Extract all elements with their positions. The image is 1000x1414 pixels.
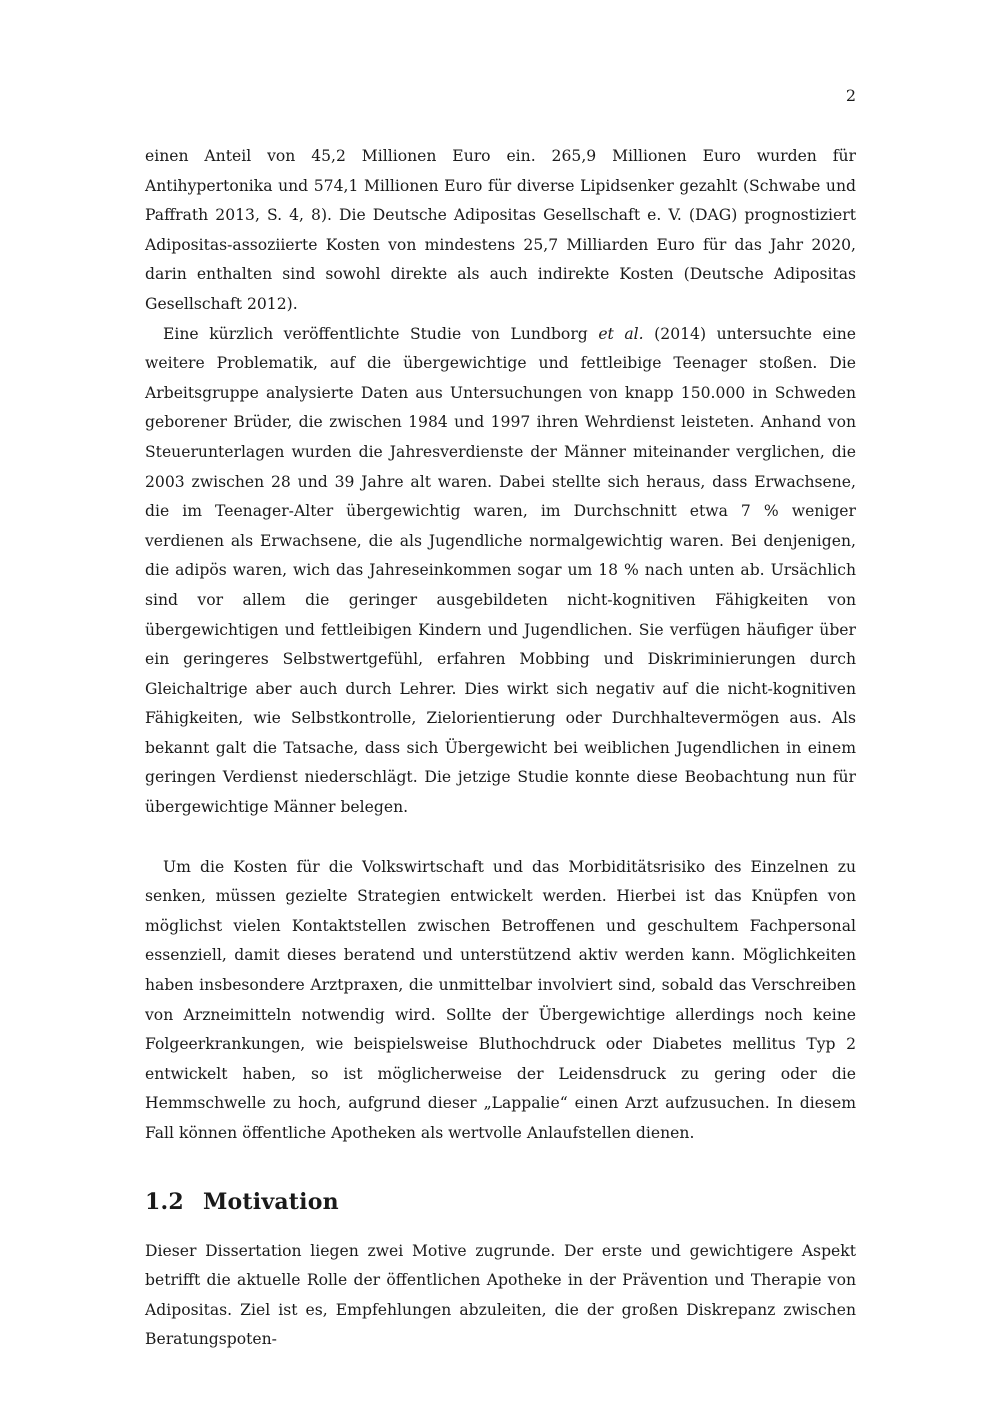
document-body — [145, 142, 856, 1355]
paragraph-costs: einen Anteil von 45,2 Millionen Euro ein. 265,9 Millionen Euro wurden für Antihypertonika und 574,1 Millionen Euro für diverse Lipidsenker gezahlt (Schwabe und Paffrath 2013, S. 4, 8). Die Deutsche Adipositas Gesellschaft e. V. (DAG) prognostiziert Adipositas-assoziierte Kosten von mindestens 25,7 Milliarden Euro für das Jahr 2020, darin enthalten sind sowohl direkte als auch indirekte Kosten (Deutsche Adipositas Gesellschaft 2012). — [145, 147, 856, 313]
paragraph-lundborg-study — [145, 320, 856, 823]
paragraph-motivation: Dieser Dissertation liegen zwei Motive zugrunde. Der erste und gewichtigere Aspekt betrifft die aktuelle Rolle der öffentlichen Apotheke in der Prävention und Therapie von Adipositas. Ziel ist es, Empfehlungen abzuleiten, die der großen Diskrepanz zwischen Beratungspoten- — [145, 1241, 856, 1349]
paragraph-lundborg-text-rest: (2014) untersuchte eine weitere Problematik, auf die übergewichtige und fettleibige Teenager stoßen. Die Arbeitsgruppe analysierte Daten aus Untersuchungen von knapp 150.000 in Schweden geborener Brüder, die zwischen 1984 und 1997 ihren Wehrdienst leisteten. Anhand von Steuerunterlagen wurden die Jahresverdienste der Männer miteinander verglichen, die 2003 zwischen 28 und 39 Jahre alt waren. Dabei stellte sich heraus, dass Erwachsene, die im Teenager-Alter übergewichtig waren, im Durchschnitt etwa 7 % weniger verdienen als Erwachsene, die als Jugendliche normalgewichtig waren. Bei denjenigen, die adipös waren, wich das Jahreseinkommen sogar um 18 % nach unten ab. Ursächlich sind vor allem die geringer ausgebildeten nicht-kognitiven Fähigkeiten von übergewichtigen und fettleibigen Kindern und Jugendlichen. Sie verfügen häufiger über ein geringeres Selbstwertgefühl, erfahren Mobbing und Diskriminierungen durch Gleichaltrige aber auch durch Lehrer. Dies wirkt sich negativ auf die nicht-kognitiven Fähigkeiten, wie Selbstkontrolle, Zielorientierung oder Durchhaltevermögen aus. Als bekannt galt die Tatsache, dass sich Übergewicht bei weiblichen Jugendlichen in einem geringen Verdienst niederschlägt. Die jetzige Studie konnte diese Beobachtung nun für übergewichtige Männer belegen. — [145, 324, 856, 817]
section-number: 1.2 — [145, 1188, 184, 1215]
paragraph-lundborg-text-start: Eine kürzlich veröffentlichte Studie von Lundborg — [163, 324, 599, 343]
et-al-italic: et al. — [598, 324, 644, 343]
page-number: 2 — [845, 86, 856, 105]
paragraph-strategies: Um die Kosten für die Volkswirtschaft und das Morbiditätsrisiko des Einzelnen zu senken, müssen gezielte Strategien entwickelt werden. Hierbei ist das Knüpfen von möglichst vielen Kontaktstellen zwischen Betroffenen und geschultem Fachpersonal essenziell, damit dieses beratend und unterstützend aktiv werden kann. Möglichkeiten haben insbesondere Arztpraxen, die unmittelbar involviert sind, sobald das Verschreiben von Arzneimitteln notwendig wird. Sollte der Übergewichtige allerdings noch keine Folgeerkrankungen, wie beispielsweise Bluthochdruck oder Diabetes mellitus Typ 2 entwickelt haben, so ist möglicherweise der Leidensdruck zu gering oder die Hemmschwelle zu hoch, aufgrund dieser „Lappalie“ einen Arzt aufzusuchen. In diesem Fall können öffentliche Apotheken als wertvolle Anlaufstellen dienen. — [145, 857, 856, 1142]
section-title: Motivation — [203, 1188, 339, 1215]
section-heading — [145, 1187, 856, 1217]
